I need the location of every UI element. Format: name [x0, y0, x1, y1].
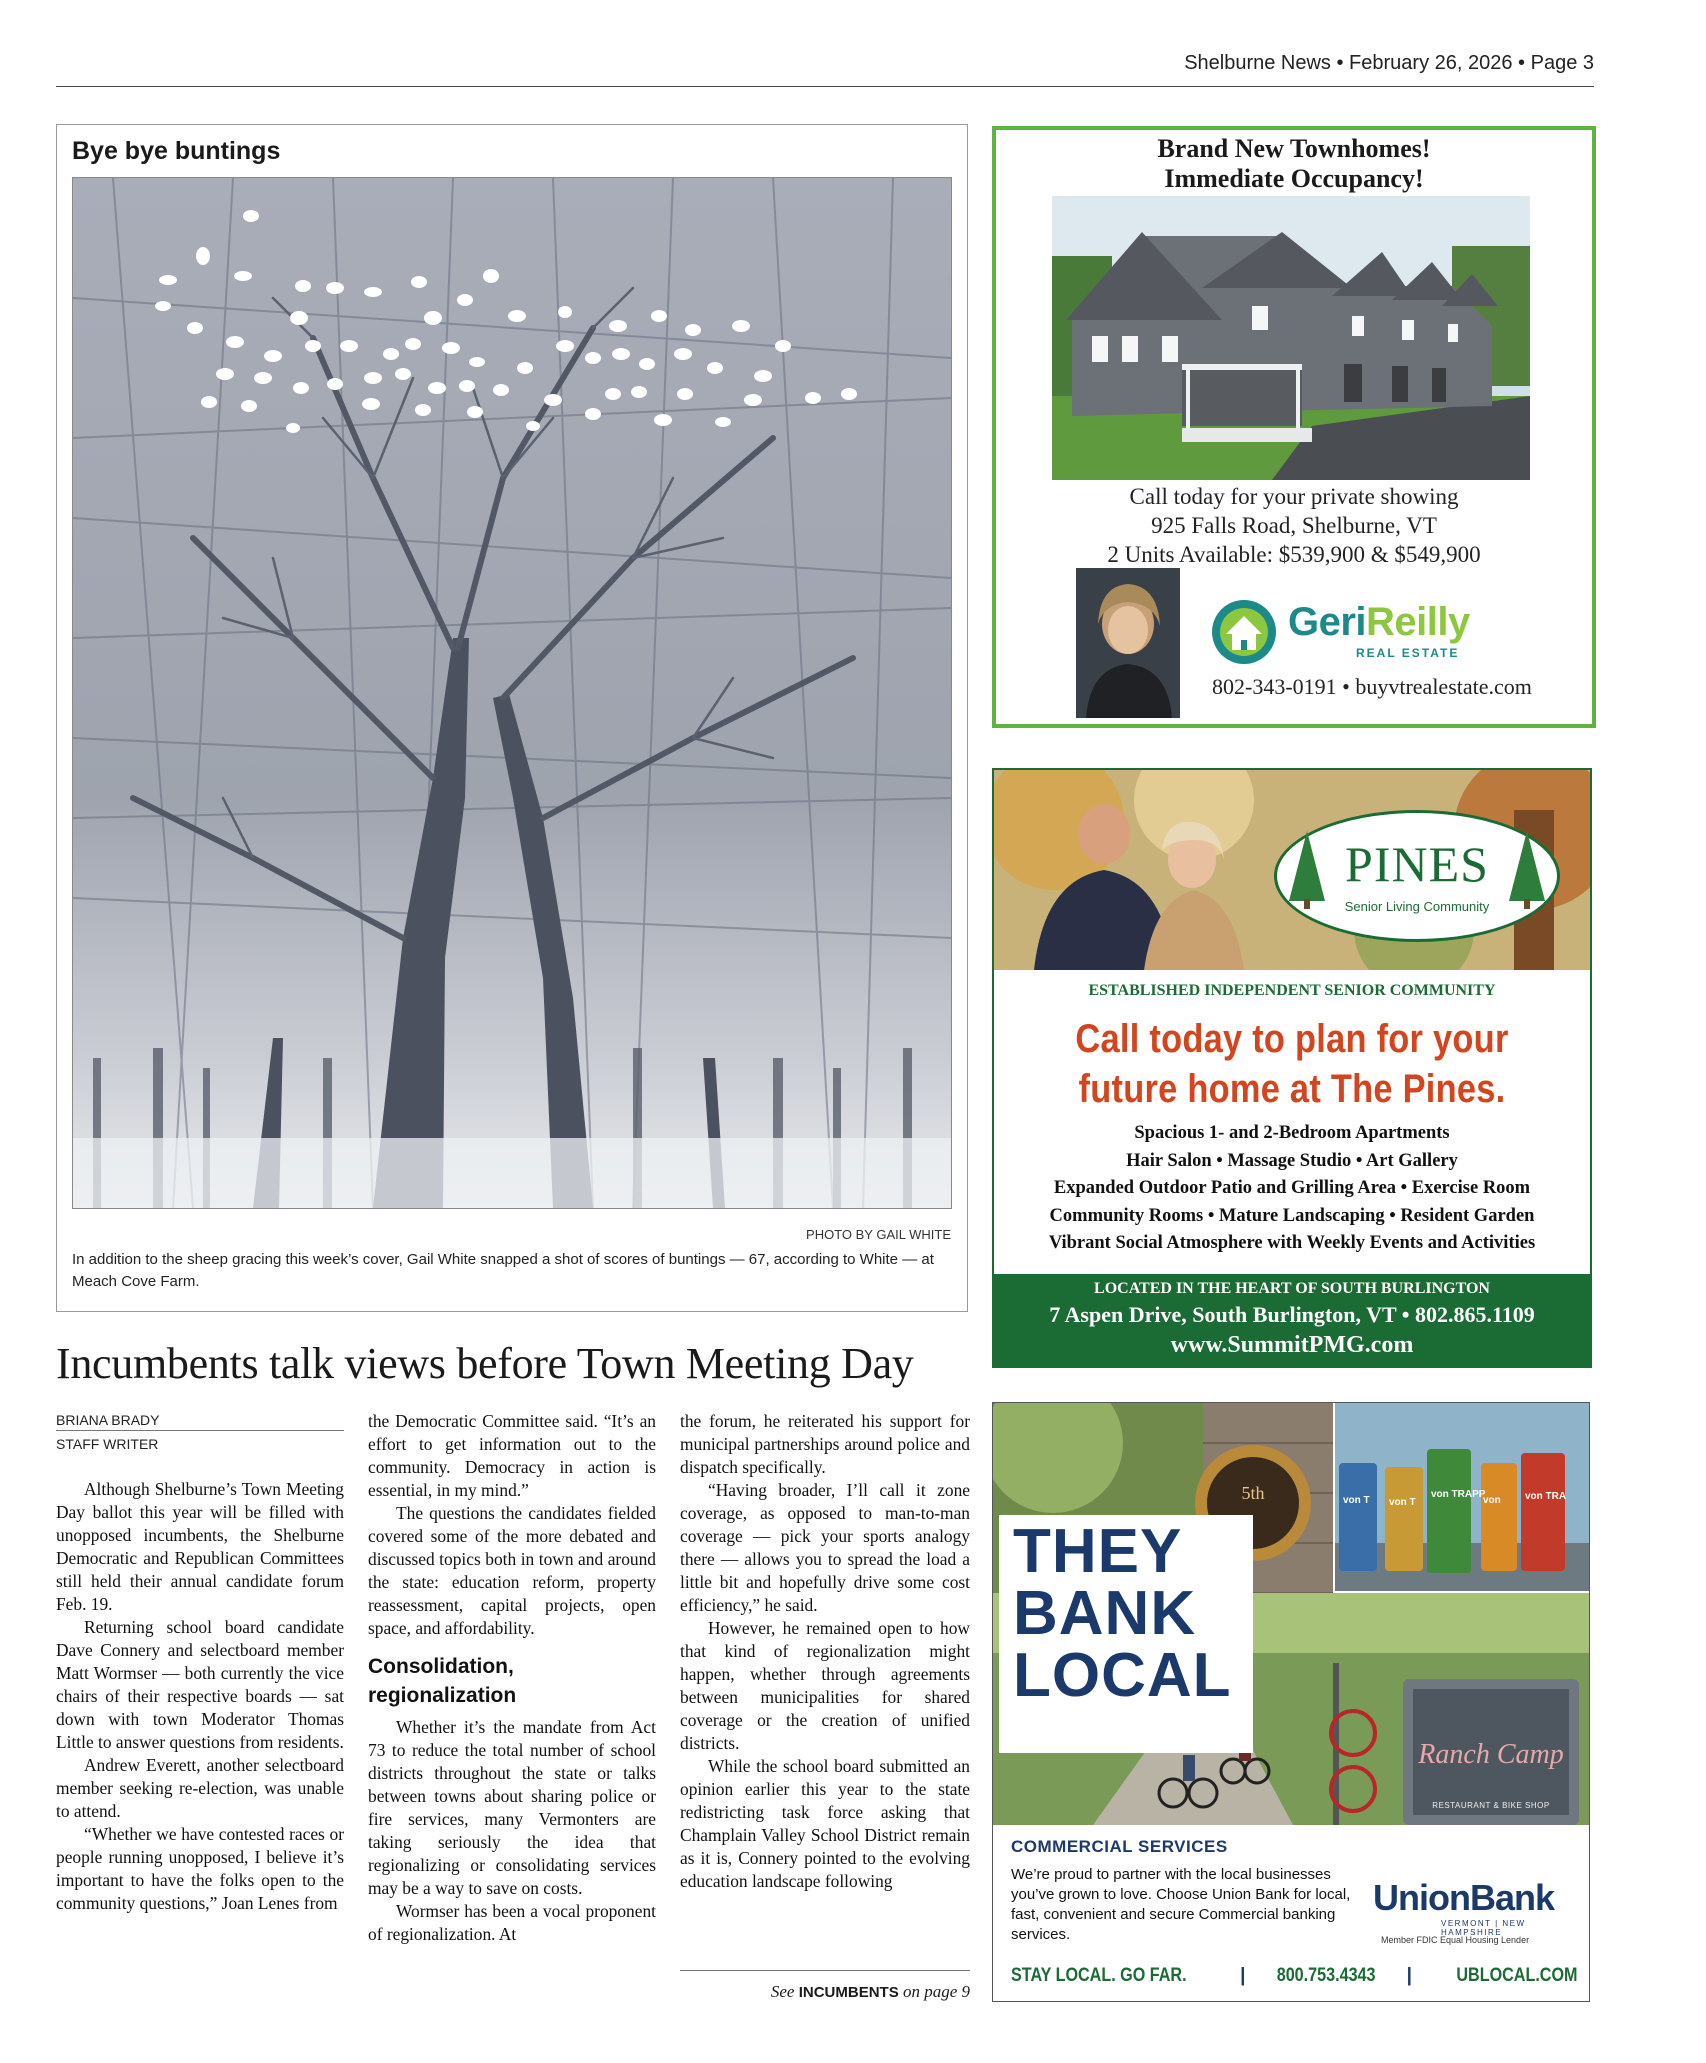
photo-feature-box: [56, 124, 968, 1312]
union-bank-website-link[interactable]: UBLOCAL.COM: [1455, 1965, 1577, 1986]
union-bank-description: We’re proud to partner with the local businesses you’ve grown to love. Choose Union Bank for local, fast, convenient and secure Commercial banking services.: [1011, 1866, 1351, 1943]
townhomes-photo: [1052, 196, 1530, 480]
page-folio: Shelburne News • February 26, 2026 • Page 3: [1184, 52, 1594, 74]
pines-logo-sub: Senior Living Community: [1344, 899, 1490, 914]
they-bank-local-panel: [999, 1515, 1253, 1753]
pines-feature: Vibrant Social Atmosphere with Weekly Events and Activities: [1048, 1233, 1536, 1253]
house-logo-icon: [1208, 596, 1280, 666]
article-paragraph: “Whether we have contested races or people running unopposed, I believe it’s important to have the folks open to the community questions,” Joan Lenes from: [56, 1824, 344, 1913]
townhomes-ad[interactable]: [992, 126, 1596, 728]
jump-page: on page 9: [902, 1982, 970, 2001]
article-paragraph: Wormser has been a vocal proponent of regionalization. At: [368, 1901, 656, 1944]
divider: |: [1240, 1965, 1246, 1986]
svg-text:von T: von T: [1343, 1495, 1370, 1506]
buntings-photo: [72, 177, 952, 1209]
townhomes-headline-2: Immediate Occupancy!: [1164, 164, 1424, 193]
svg-text:von TRAPP: von TRAPP: [1431, 1489, 1486, 1500]
byline-role: STAFF WRITER: [56, 1436, 159, 1452]
article-paragraph: While the school board submitted an opinion earlier this year to the state redistricting task force asking that Champlain Valley School District remain as it is, Connery pointed to the evolving education landscape following: [680, 1756, 970, 1891]
bank-line: BANK: [1013, 1579, 1197, 1648]
jump-rule: [680, 1970, 970, 1971]
header-rule: [56, 86, 1594, 87]
union-bank-phone[interactable]: 800.753.4343: [1276, 1965, 1376, 1986]
union-bank-logo: UnionBank: [1373, 1877, 1555, 1918]
ranch-camp-sub: RESTAURANT & BIKE SHOP: [1432, 1801, 1550, 1810]
svg-text:von TRA: von TRA: [1525, 1491, 1567, 1502]
pines-feature: Spacious 1- and 2-Bedroom Apartments: [1134, 1123, 1450, 1143]
townhomes-headline-1: Brand New Townhomes!: [1157, 134, 1431, 163]
townhomes-info-line-2: 925 Falls Road, Shelburne, VT: [1151, 513, 1437, 538]
article-headline: Incumbents talk views before Town Meeting Day: [56, 1339, 914, 1388]
byline: BRIANA BRADY: [56, 1412, 160, 1428]
pines-photo: [994, 770, 1590, 970]
pines-footer: [994, 1274, 1590, 1366]
they-line: THEY: [1013, 1517, 1183, 1586]
pines-feature: Expanded Outdoor Patio and Grilling Area • Exercise Room: [1053, 1178, 1531, 1198]
article-subhead: Consolidation, regionalization: [368, 1655, 517, 1707]
article-column-1: [56, 1478, 344, 1915]
article-paragraph: However, he remained open to how that kind of regionalization might happen, whether through agreements between municipalities for shared coverage or the creation of unified districts.: [680, 1618, 970, 1753]
pines-located: LOCATED IN THE HEART OF SOUTH BURLINGTON: [1094, 1280, 1490, 1297]
geri-reilly-logo: [1208, 596, 1528, 666]
townhomes-headline: [996, 134, 1592, 194]
pines-features: [994, 1120, 1590, 1258]
byline-rule: [56, 1430, 344, 1431]
union-bank-logo-sub: VERMONT | NEW HAMPSHIRE: [1441, 1919, 1526, 1937]
logo-name-first: Geri: [1288, 600, 1367, 644]
pines-call-line-1: Call today to plan for your: [1075, 1017, 1509, 1061]
article-paragraph: the forum, he reiterated his support for municipal partnerships around police and dispatch specifically.: [680, 1411, 970, 1477]
article-paragraph: “Having broader, I’ll call it zone coverage, as opposed to man-to-man coverage — pick your sports analogy there — allows you to spread the load a little bit and hopefully drive some cost efficiency,” he said.: [680, 1480, 970, 1615]
svg-text:von T: von T: [1389, 1497, 1416, 1508]
article-column-2: [368, 1410, 656, 1946]
article-paragraph: Although Shelburne’s Town Meeting Day ballot this year will be filled with unopposed incumbents, the Shelburne Democratic and Republican Committees still held their annual candidate forum Feb. 19.: [56, 1479, 344, 1614]
union-bank-footer: [1011, 1965, 1577, 1987]
photo-caption: In addition to the sheep gracing this week’s cover, Gail White snapped a shot of scores of buntings — 67, according to White — at Meach Cove Farm.: [72, 1251, 934, 1290]
townhomes-contact: 802-343-0191 • buyvtrealestate.com: [1212, 674, 1532, 699]
logo-name-last: Reilly: [1366, 600, 1470, 644]
divider: |: [1406, 1965, 1412, 1986]
jump-see: See: [770, 1982, 795, 2001]
fdic-notice: Member FDIC Equal Housing Lender: [1381, 1935, 1530, 1945]
agent-photo: [1076, 568, 1180, 718]
article-paragraph: the Democratic Committee said. “It’s an effort to get information out to the community. Democracy in action is essential, in my mind.”: [368, 1411, 656, 1500]
logo-sub: REAL ESTATE: [1356, 646, 1460, 660]
jump-keyword: INCUMBENTS: [798, 1984, 899, 2001]
article-paragraph: Andrew Everett, another selectboard member seeking re-election, was unable to attend.: [56, 1755, 344, 1821]
union-bank-ad[interactable]: [992, 1402, 1590, 2002]
pines-address: 7 Aspen Drive, South Burlington, VT • 802.865.1109: [1049, 1302, 1535, 1327]
svg-text:von: von: [1483, 1495, 1501, 1506]
pines-logo-title: PINES: [1345, 836, 1489, 892]
photo-title: Bye bye buntings: [72, 137, 281, 165]
article-column-3: [680, 1410, 970, 1893]
logo-name: [1288, 600, 1470, 645]
union-bank-slogan: STAY LOCAL. GO FAR.: [1011, 1965, 1187, 1986]
svg-text:5th: 5th: [1241, 1483, 1265, 1503]
townhomes-info: [996, 482, 1592, 569]
article-paragraph: The questions the candidates fielded covered some of the more debated and discussed topics both in town and around the state: education reform, property reassessment, capital projects, open space, and affordability.: [368, 1503, 656, 1638]
commercial-services-heading: COMMERCIAL SERVICES: [1011, 1837, 1228, 1856]
ranch-camp-sign: Ranch Camp: [1418, 1739, 1564, 1770]
pines-call-to-action: [1036, 1014, 1549, 1114]
beer-cans-photo: [1335, 1403, 1589, 1591]
pines-feature: Hair Salon • Massage Studio • Art Gallery: [1126, 1150, 1458, 1171]
pines-ad[interactable]: [992, 768, 1592, 1368]
photo-credit: PHOTO BY GAIL WHITE: [806, 1227, 951, 1242]
continued-jump-link[interactable]: [680, 1982, 970, 2002]
townhomes-info-line-3: 2 Units Available: $539,900 & $549,900: [1107, 542, 1481, 567]
article-paragraph: Returning school board candidate Dave Connery and selectboard member Matt Wormser — both currently the vice chairs of their respective boards — sat down with town Moderator Thomas Little to answer questions from residents.: [56, 1617, 344, 1752]
pines-feature: Community Rooms • Mature Landscaping • Resident Garden: [1049, 1205, 1535, 1226]
they-bank-local-text: [1013, 1517, 1232, 1710]
pines-website-link[interactable]: www.SummitPMG.com: [1170, 1332, 1414, 1358]
pines-logo: [1274, 810, 1560, 942]
pines-established: ESTABLISHED INDEPENDENT SENIOR COMMUNITY: [1088, 982, 1496, 999]
article-paragraph: Whether it’s the mandate from Act 73 to reduce the total number of school districts throughout the state or talks between towns about sharing police or fire services, many Vermonters are taking seriously the idea that regionalizing or consolidating services may be a way to save on costs.: [368, 1717, 656, 1898]
townhomes-info-line-1: Call today for your private showing: [1129, 484, 1459, 509]
pines-call-line-2: future home at The Pines.: [1078, 1067, 1506, 1111]
local-line: LOCAL: [1013, 1641, 1232, 1710]
